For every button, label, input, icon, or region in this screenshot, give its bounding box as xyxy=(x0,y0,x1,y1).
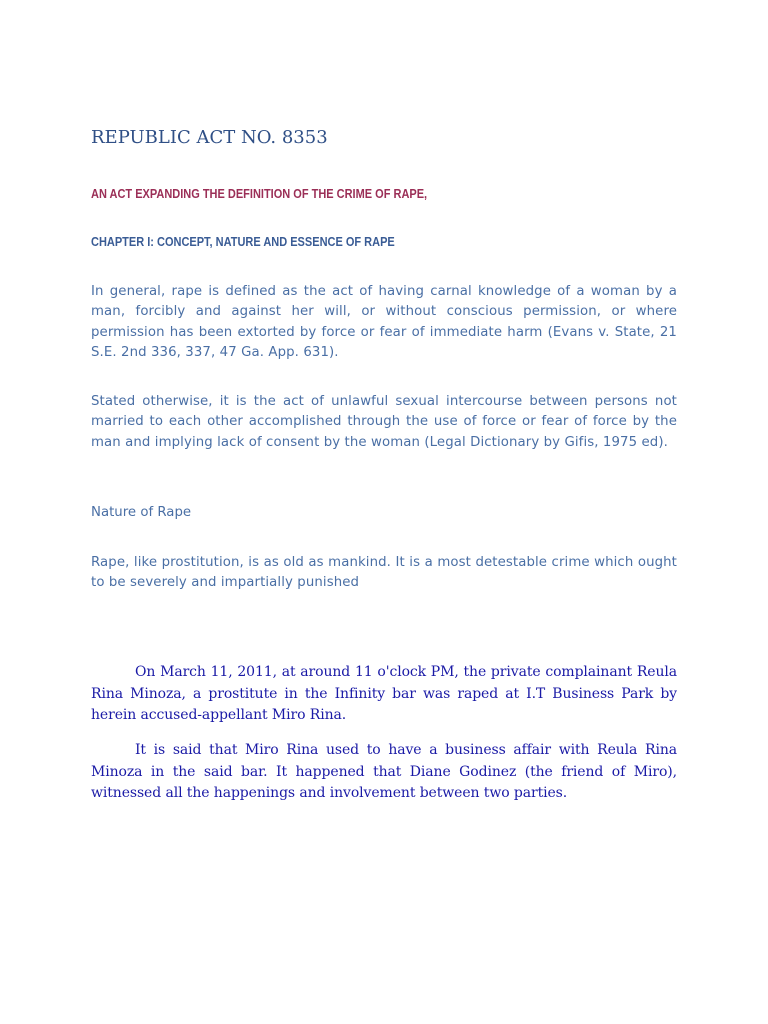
document-title: REPUBLIC ACT NO. 8353 xyxy=(91,127,328,148)
case-facts-paragraph: On March 11, 2011, at around 11 o'clock PM, the private complainant Reula Rina Minoza, a prostitute in the Infinity bar was raped at I.T Business Park by herein accused-appellant Miro Rina. xyxy=(91,664,677,723)
case-context-paragraph: It is said that Miro Rina used to have a business affair with Reula Rina Minoza in the said bar. It happened that Diane Godinez (the friend of Miro), witnessed all the happenings and involvement between two parties. xyxy=(91,742,677,801)
definition-paragraph: In general, rape is defined as the act of having carnal knowledge of a woman by a man, forcibly and against her will, or without conscious permission, or where permission has been extorted by force or fear of immediate harm (Evans v. State, 21 S.E. 2nd 336, 337, 47 Ga. App. 631). xyxy=(91,284,677,360)
alternate-definition-paragraph: Stated otherwise, it is the act of unlawful sexual intercourse between persons not married to each other accomplished through the use of force or fear of force by the man and implying lack of consent by the woman (Legal Dictionary by Gifis, 1975 ed). xyxy=(91,394,677,450)
section-heading: Nature of Rape xyxy=(91,505,192,520)
nature-paragraph: Rape, like prostitution, is as old as mankind. It is a most detestable crime which ought to be severely and impartially punished xyxy=(91,555,677,591)
act-subtitle: AN ACT EXPANDING THE DEFINITION OF THE CRIME OF RAPE, xyxy=(91,187,428,201)
chapter-heading: CHAPTER I: CONCEPT, NATURE AND ESSENCE OF RAPE xyxy=(91,235,395,249)
